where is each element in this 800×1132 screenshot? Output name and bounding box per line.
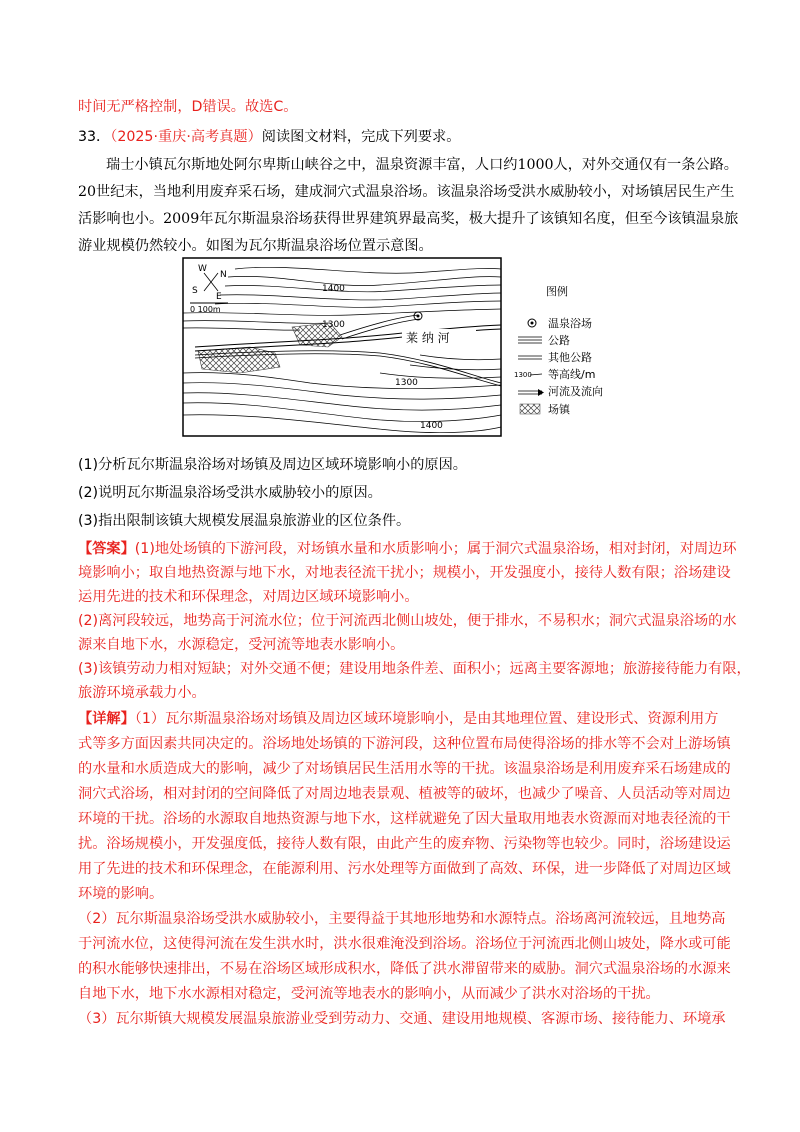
detail-line-2: 式等多方面因素共同决定的。浴场地处场镇的下游河段，这种位置布局使得浴场的排水等不会对上游场镇 — [78, 736, 731, 752]
location-map — [180, 255, 610, 441]
detail-line-13: （3）瓦尔斯镇大规模发展温泉旅游业受到劳动力、交通、建设用地规模、客源市场、接待能力、环境承 — [78, 1011, 726, 1027]
detail-line-4: 洞穴式浴场，相对封闭的空间降低了对周边地表景观、植被等的破坏，也减少了噪音、人员活动等对周边 — [78, 786, 731, 802]
detail-line-6: 扰。浴场规模小，开发强度低，接待人数有限，由此产生的废弃物、污染物等也较少。同时，浴场建设运 — [78, 836, 731, 852]
answer-line-3: 运用先进的技术和环保理念，对周边区域环境影响小。 — [78, 589, 419, 605]
legend-item: 温泉浴场 — [548, 317, 592, 330]
answer-tag: 【答案】 — [78, 541, 135, 557]
answer-line-2: 境影响小；取自地热资源与地下水，对地表径流干扰小；规模小，开发强度小，接待人数有限；浴场建设 — [78, 565, 731, 581]
material-line-2: 20世纪末，当地利用废弃采石场，建成洞穴式温泉浴场。该温泉浴场受洪水威胁较小，对场镇居民生产生 — [78, 184, 735, 200]
detail-line-5: 环境的干扰。浴场的水源取自地热资源与地下水，这样就避免了因大量取用地表水资源而对地表径流的干 — [78, 811, 731, 827]
river-name: 莱 纳 河 — [406, 331, 450, 345]
legend-title: 图例 — [546, 285, 568, 298]
question-prompt: 阅读图文材料，完成下列要求。 — [261, 129, 461, 145]
contour-label: 1400 — [322, 284, 345, 294]
material-line-3: 活影响也小。2009年瓦尔斯温泉浴场获得世界建筑界最高奖，极大提升了该镇知名度，但至今该镇温泉旅 — [78, 211, 739, 227]
detail-line-1 — [78, 709, 718, 729]
answer-line-4: (2)离河段较远，地势高于河流水位；位于河流西北侧山坡处，便于排水，不易积水；洞穴式温泉浴场的水 — [78, 613, 737, 629]
detail-line-8: 环境的影响。 — [78, 886, 164, 902]
compass-w: W — [198, 264, 207, 274]
scale-label: 0 100m — [190, 305, 221, 314]
material-line-4: 游业规模仍然较小。如图为瓦尔斯温泉浴场位置示意图。 — [78, 238, 433, 254]
map-legend — [514, 284, 603, 416]
material-line-1: 瑞士小镇瓦尔斯地处阿尔卑斯山峡谷之中，温泉资源丰富，人口约1000人，对外交通仅有一条公路。 — [106, 157, 738, 173]
previous-answer-tail: 时间无严格控制，D错误。故选C。 — [78, 99, 298, 115]
detail-tag: 【详解】 — [78, 711, 135, 727]
sub-question-3: (3)指出限制该镇大规模发展温泉旅游业的区位条件。 — [78, 513, 411, 529]
legend-road-icon — [518, 337, 542, 343]
detail-line-7: 用了先进的技术和环保理念，在能源利用、污水处理等方面做到了高效、环保，进一步降低了对周边区域 — [78, 861, 731, 877]
contour-label: 1300 — [322, 320, 345, 330]
compass-n: N — [220, 270, 227, 280]
detail-line-11: 的积水能够快速排出，不易在浴场区域形成积水，降低了洪水滞留带来的威胁。洞穴式温泉浴场的水源来 — [78, 961, 731, 977]
question-number: 33． — [78, 129, 111, 145]
legend-item: 等高线/m — [548, 368, 596, 381]
compass-e: E — [216, 292, 222, 302]
legend-town-icon — [520, 404, 540, 414]
contour-label: 1400 — [420, 421, 443, 431]
answer-line-6: (3)该镇劳动力相对短缺；对外交通不便；建设用地条件差、面积小；远离主要客源地；旅游接待能力有限， — [78, 661, 751, 677]
compass-s: S — [192, 286, 198, 296]
answer-line-7: 旅游环境承载力小。 — [78, 685, 206, 701]
legend-item: 公路 — [548, 334, 570, 347]
contour-label: 1300 — [395, 378, 418, 388]
detail-line-9: （2）瓦尔斯温泉浴场受洪水威胁较小，主要得益于其地形地势和水源特点。浴场离河流较远，且地势高 — [78, 911, 726, 927]
answer-line-1 — [78, 539, 737, 559]
legend-contour-sample: 1300 — [514, 371, 532, 379]
answer-line-5: 源来自地下水，水源稳定，受河流等地表水影响小。 — [78, 637, 405, 653]
sub-question-1: (1)分析瓦尔斯温泉浴场对场镇及周边区域环境影响小的原因。 — [78, 457, 467, 473]
sub-question-2: (2)说明瓦尔斯温泉浴场受洪水威胁较小的原因。 — [78, 485, 382, 501]
detail-line-12: 自地下水，地下水水源相对稳定，受河流等地表水的影响小，从而减少了洪水对浴场的干扰。 — [78, 986, 660, 1002]
question-header — [78, 127, 460, 147]
detail-text: （1）瓦尔斯温泉浴场对场镇及周边区域环境影响小，是由其地理位置、建设形式、资源利用方 — [134, 711, 719, 727]
legend-item: 河流及流向 — [548, 385, 603, 398]
answer-text: (1)地处场镇的下游河段，对场镇水量和水质影响小；属于洞穴式温泉浴场，相对封闭，对周边环 — [134, 541, 737, 557]
question-source: （2025·重庆·高考真题） — [110, 129, 262, 145]
map-figure — [180, 255, 610, 441]
detail-line-10: 于河流水位，这使得河流在发生洪水时，洪水很难淹没到浴场。浴场位于河流西北侧山坡处，降水或可能 — [78, 936, 731, 952]
legend-item: 其他公路 — [548, 351, 592, 364]
detail-line-3: 的水量和水质造成大的影响，减少了对场镇居民生活用水等的干扰。该温泉浴场是利用废弃采石场建成的 — [78, 761, 731, 777]
legend-river-icon — [518, 389, 544, 396]
legend-item: 场镇 — [548, 403, 570, 416]
legend-other-road-icon — [518, 356, 542, 359]
